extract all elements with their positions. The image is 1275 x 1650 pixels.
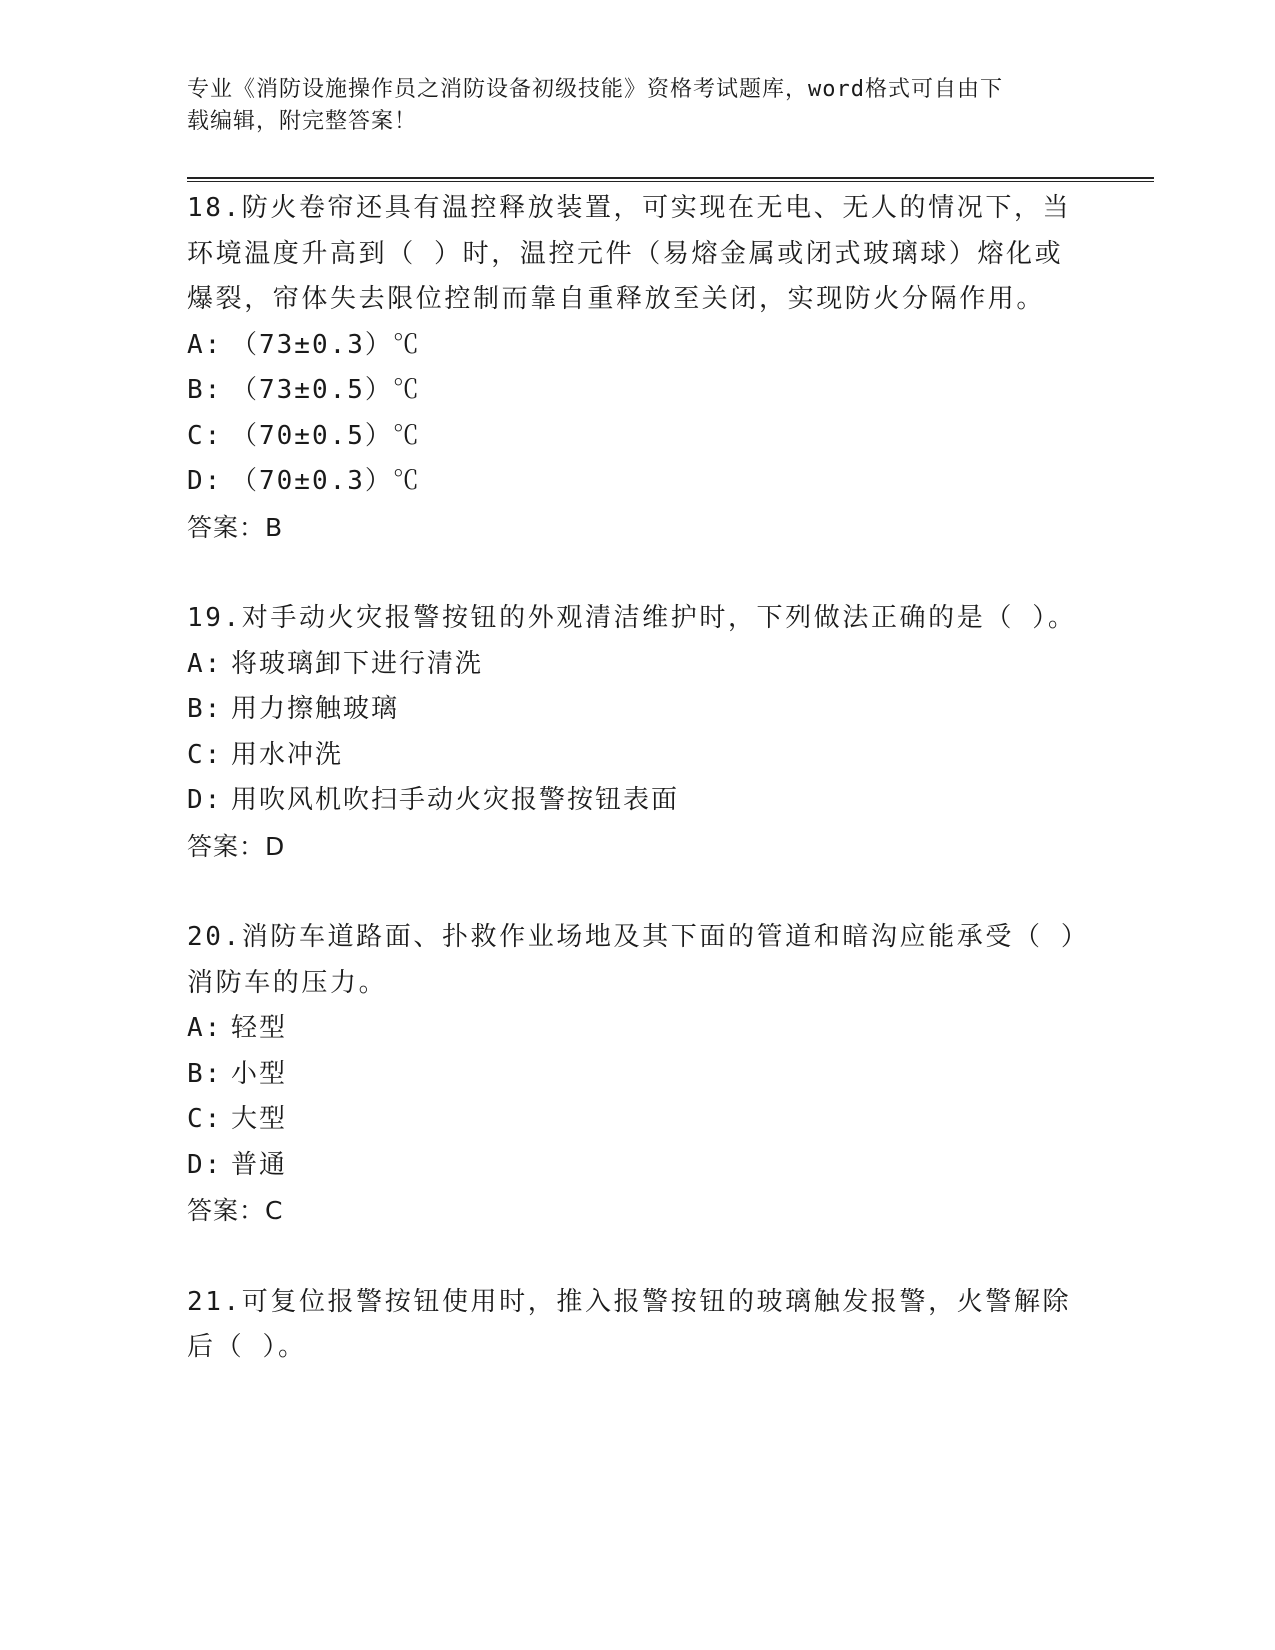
option-letter: B: (187, 1058, 223, 1089)
option-text: （70±0.5）℃ (231, 420, 421, 451)
option-text: （73±0.5）℃ (231, 375, 421, 405)
option-text: 轻型 (231, 1013, 288, 1043)
option-b (187, 687, 1087, 733)
option-letter: A: (187, 1013, 223, 1043)
option-letter: C: (187, 1104, 223, 1134)
question-text: 20.消防车道路面、扑救作业场地及其下面的管道和暗沟应能承受（ ）消防车的压力。 (187, 922, 1077, 998)
header-line-2: 载编辑，附完整答案！ (187, 109, 418, 134)
answer-text: 答案：B (187, 512, 284, 542)
option-letter: C: (187, 739, 223, 770)
option-letter: B: (187, 375, 223, 405)
option-a (187, 323, 1087, 369)
option-a (187, 642, 1087, 688)
header-divider (187, 177, 1154, 182)
option-b (187, 1052, 1087, 1098)
question-18 (187, 186, 1087, 550)
option-text: 普通 (231, 1149, 288, 1180)
option-text: （70±0.3）℃ (231, 466, 421, 496)
option-c (187, 414, 1087, 460)
question-20 (187, 915, 1087, 1234)
answer-text: 答案：D (187, 831, 286, 861)
option-d (187, 459, 1087, 505)
question-text: 18.防火卷帘还具有温控释放装置，可实现在无电、无人的情况下，当环境温度升高到（ ）时，温控元件（易熔金属或闭式玻璃球）熔化或爆裂，帘体失去限位控制而靠自重释放至关闭，实现防火分隔作用。 (187, 193, 1072, 314)
question-text: 19.对手动火灾报警按钮的外观清洁维护时，下列做法正确的是（ ）。 (187, 603, 1077, 633)
option-d (187, 1143, 1087, 1189)
question-text: 21.可复位报警按钮使用时，推入报警按钮的玻璃触发报警，火警解除后（ ）。 (187, 1286, 1072, 1362)
option-text: 用力擦触玻璃 (231, 694, 400, 724)
option-text: （73±0.3）℃ (231, 329, 421, 360)
option-text: 用水冲洗 (231, 739, 344, 770)
option-letter: A: (187, 329, 223, 360)
option-b (187, 368, 1087, 414)
question-list (187, 186, 1087, 1417)
option-c (187, 733, 1087, 779)
option-letter: B: (187, 694, 223, 724)
question-19 (187, 596, 1087, 869)
option-a (187, 1006, 1087, 1052)
header-line-1: 专业《消防设施操作员之消防设备初级技能》资格考试题库，word格式可自由下 (187, 77, 1003, 102)
option-letter: C: (187, 420, 223, 451)
option-text: 小型 (231, 1058, 288, 1089)
document-header (187, 74, 1067, 138)
option-text: 大型 (231, 1104, 288, 1134)
option-letter: D: (187, 785, 223, 815)
answer-text: 答案：C (187, 1196, 284, 1225)
option-text: 用吹风机吹扫手动火灾报警按钮表面 (231, 785, 680, 815)
option-d (187, 778, 1087, 824)
option-c (187, 1097, 1087, 1143)
option-letter: D: (187, 466, 223, 496)
option-letter: A: (187, 648, 223, 679)
option-letter: D: (187, 1149, 223, 1180)
option-text: 将玻璃卸下进行清洗 (231, 648, 484, 679)
question-21 (187, 1280, 1087, 1371)
